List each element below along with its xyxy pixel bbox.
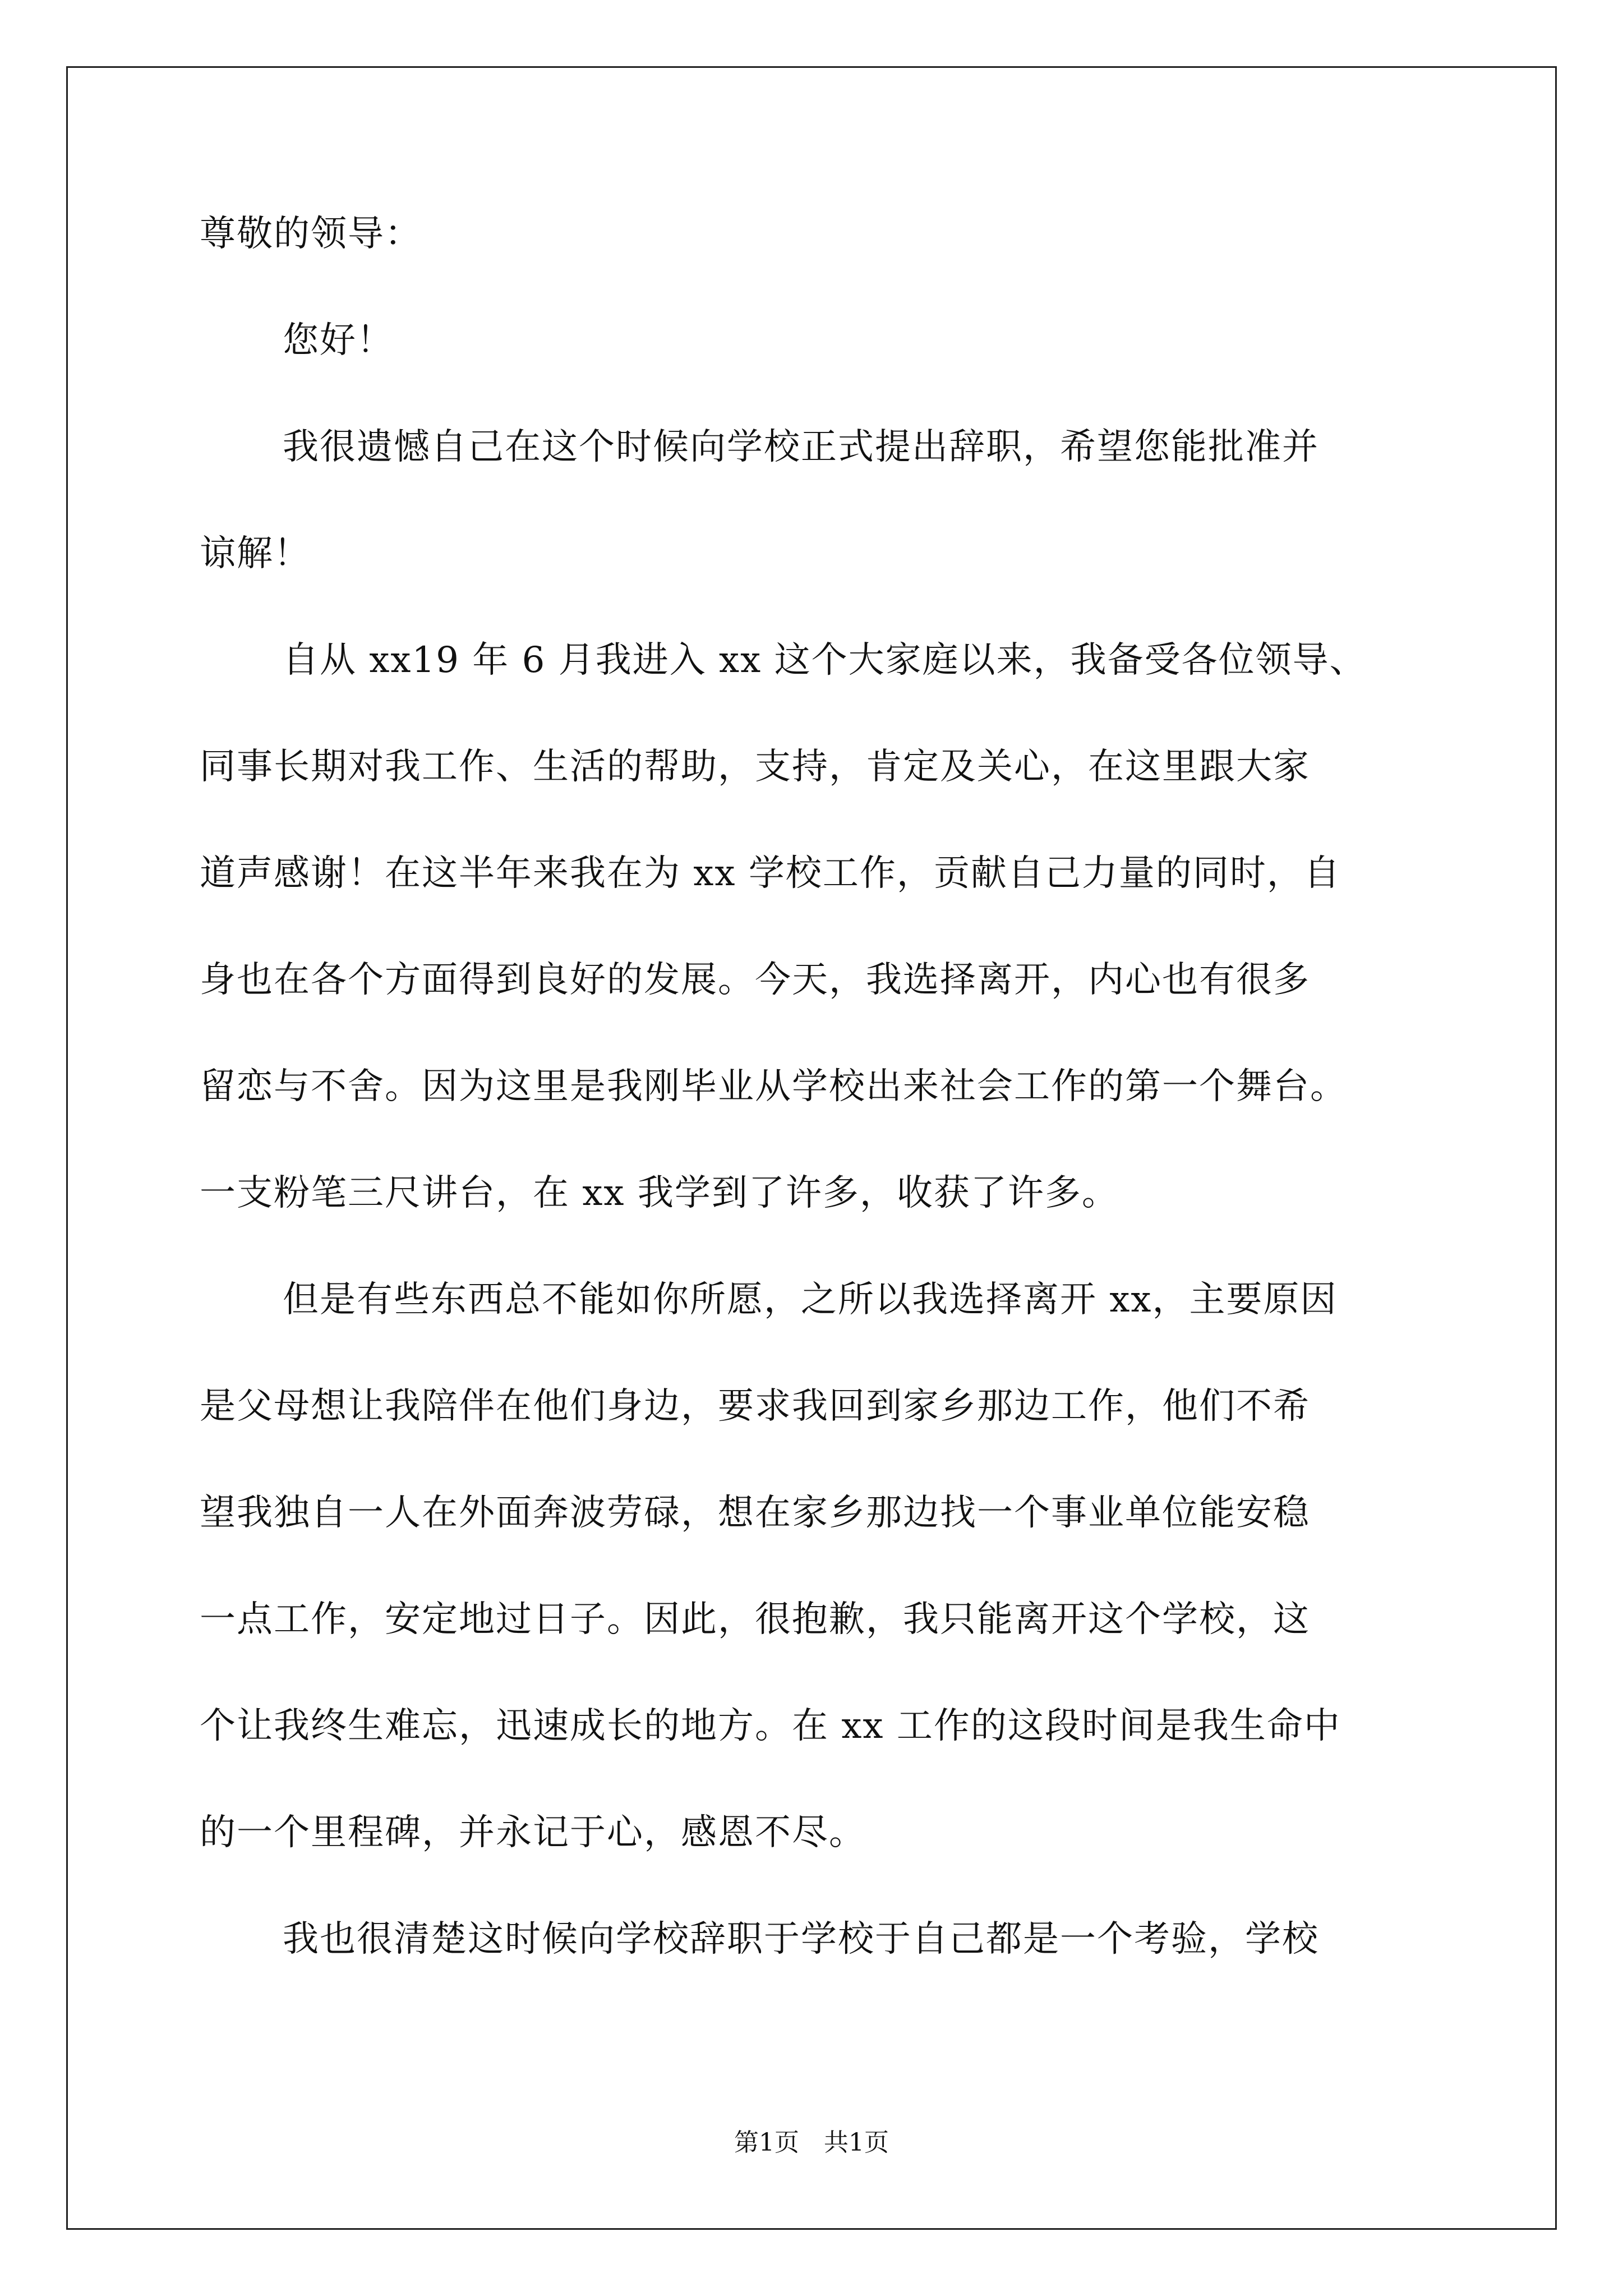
- page-number-total: 共1页: [824, 2128, 889, 2157]
- paragraph-line: 道声感谢！在这半年来我在为 xx 学校工作，贡献自己力量的同时，自: [200, 853, 1341, 894]
- paragraph-line: 但是有些东西总不能如你所愿，之所以我选择离开 xx，主要原因: [283, 1279, 1338, 1320]
- paragraph-line: 一支粉笔三尺讲台，在 xx 我学到了许多，收获了许多。: [200, 1172, 1119, 1214]
- paragraph-line: 身也在各个方面得到良好的发展。今天，我选择离开，内心也有很多: [200, 959, 1310, 1001]
- salutation: 尊敬的领导：: [200, 213, 422, 255]
- page-footer: [0, 2126, 1623, 2160]
- paragraph-line: 我很遗憾自己在这个时候向学校正式提出辞职，希望您能批准并: [283, 426, 1319, 468]
- paragraph-line: 望我独自一人在外面奔波劳碌，想在家乡那边找一个事业单位能安稳: [200, 1492, 1310, 1534]
- page-border: [66, 66, 1557, 2230]
- paragraph-line: 自从 xx19 年 6 月我进入 xx 这个大家庭以来，我备受各位领导、: [283, 639, 1367, 681]
- paragraph-line: 同事长期对我工作、生活的帮助，支持，肯定及关心，在这里跟大家: [200, 746, 1310, 788]
- page-number-current: 第1页: [734, 2128, 799, 2157]
- paragraph-line: 一点工作，安定地过日子。因此，很抱歉，我只能离开这个学校，这: [200, 1599, 1310, 1640]
- paragraph-line: 留恋与不舍。因为这里是我刚毕业从学校出来社会工作的第一个舞台。: [200, 1066, 1347, 1107]
- paragraph-line: 个让我终生难忘，迅速成长的地方。在 xx 工作的这段时间是我生命中: [200, 1705, 1341, 1747]
- paragraph-line: 是父母想让我陪伴在他们身边，要求我回到家乡那边工作，他们不希: [200, 1386, 1310, 1427]
- paragraph-line: 的一个里程碑，并永记于心，感恩不尽。: [200, 1812, 866, 1853]
- greeting: 您好！: [283, 320, 394, 361]
- paragraph-line: 谅解！: [200, 533, 311, 574]
- paragraph-line: 我也很清楚这时候向学校辞职于学校于自己都是一个考验，学校: [283, 1918, 1319, 1960]
